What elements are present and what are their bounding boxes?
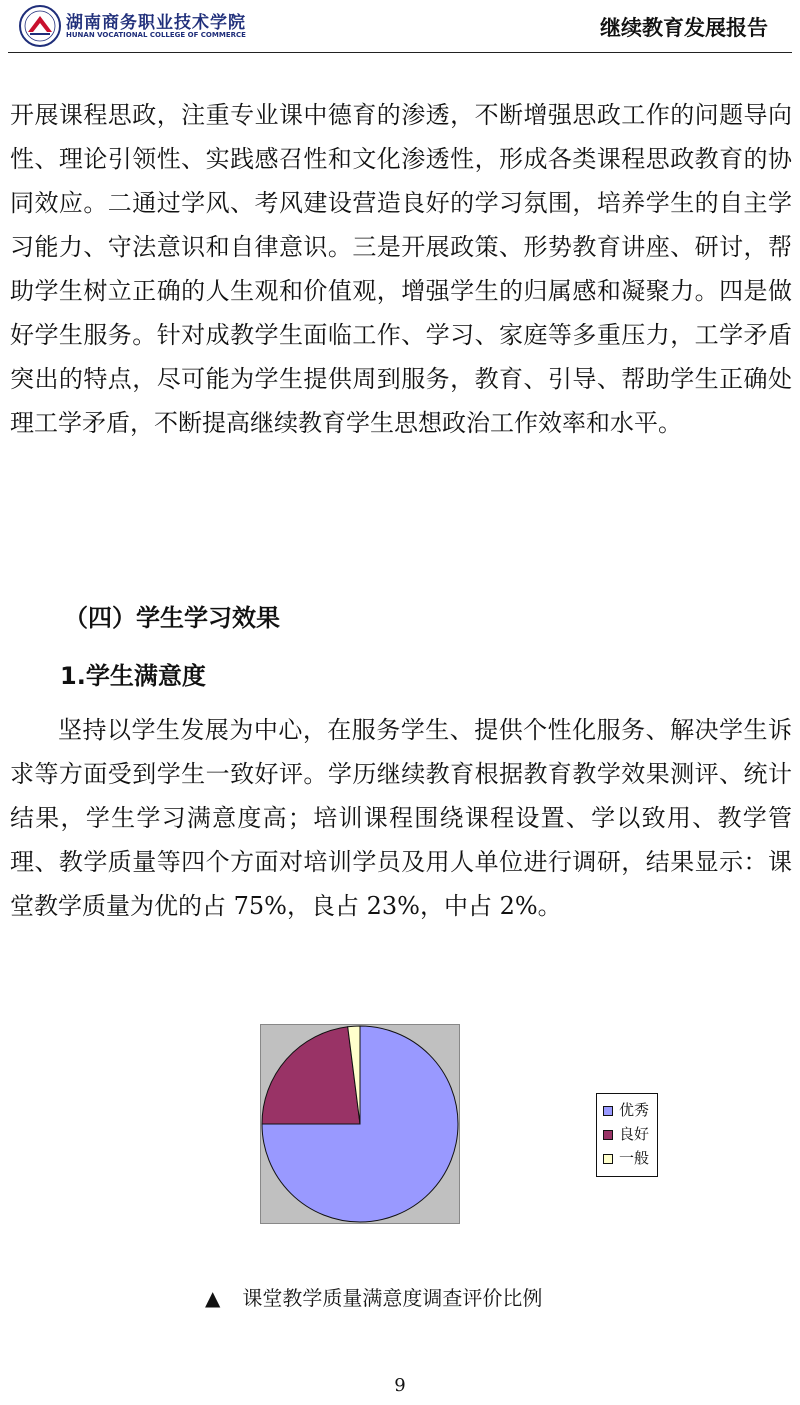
chart-legend	[596, 1093, 658, 1177]
report-title: 继续教育发展报告	[600, 15, 768, 40]
legend-swatch	[603, 1130, 613, 1140]
legend-item-excellent	[603, 1100, 649, 1120]
chart-caption	[205, 1282, 542, 1311]
paragraph-satisfaction: 坚持以学生发展为中心，在服务学生、提供个性化服务、解决学生诉求等方面受到学生一致好评。学历继续教育根据教育教学效果测评、统计结果，学生学习满意度高；培训课程围绕课程设置、学以致用、教学管理、教学质量等四个方面对培训学员及用人单位进行调研，结果显示：课堂教学质量为优的占 75%，良占 23%，中占 2%。	[10, 716, 792, 920]
legend-label: 良好	[619, 1125, 650, 1143]
page-header	[0, 0, 800, 56]
logo-english-name: HUNAN VOCATIONAL COLLEGE OF COMMERCE	[66, 31, 246, 39]
caption-text: 课堂教学质量满意度调查评价比例	[242, 1286, 543, 1310]
satisfaction-pie-chart	[0, 1010, 800, 1240]
legend-swatch	[603, 1154, 613, 1164]
pie-slice-good	[262, 1027, 360, 1124]
subsection-heading: 1.学生满意度	[60, 662, 206, 690]
header-divider	[8, 52, 792, 53]
legend-item-average	[603, 1148, 649, 1168]
section-heading: （四）学生学习效果	[64, 604, 280, 632]
triangle-marker-icon: ▲	[205, 1286, 221, 1310]
legend-label: 优秀	[619, 1101, 650, 1119]
college-logo-icon	[18, 4, 62, 48]
pie-svg	[261, 1025, 459, 1223]
legend-label: 一般	[619, 1149, 650, 1167]
chart-plot-area	[260, 1024, 460, 1224]
legend-item-good	[603, 1124, 649, 1144]
logo-chinese-name: 湖南商务职业技术学院	[66, 13, 246, 33]
page-number: 9	[394, 1375, 406, 1396]
legend-swatch	[603, 1106, 613, 1116]
paragraph-student-work: 开展课程思政，注重专业课中德育的渗透，不断增强思政工作的问题导向性、理论引领性、实践感召性和文化渗透性，形成各类课程思政教育的协同效应。二通过学风、考风建设营造良好的学习氛围，培养学生的自主学习能力、守法意识和自律意识。三是开展政策、形势教育讲座、研讨，帮助学生树立正确的人生观和价值观，增强学生的归属感和凝聚力。四是做好学生服务。针对成教学生面临工作、学习、家庭等多重压力，工学矛盾突出的特点，尽可能为学生提供周到服务，教育、引导、帮助学生正确处理工学矛盾，不断提高继续教育学生思想政治工作效率和水平。	[10, 101, 792, 437]
